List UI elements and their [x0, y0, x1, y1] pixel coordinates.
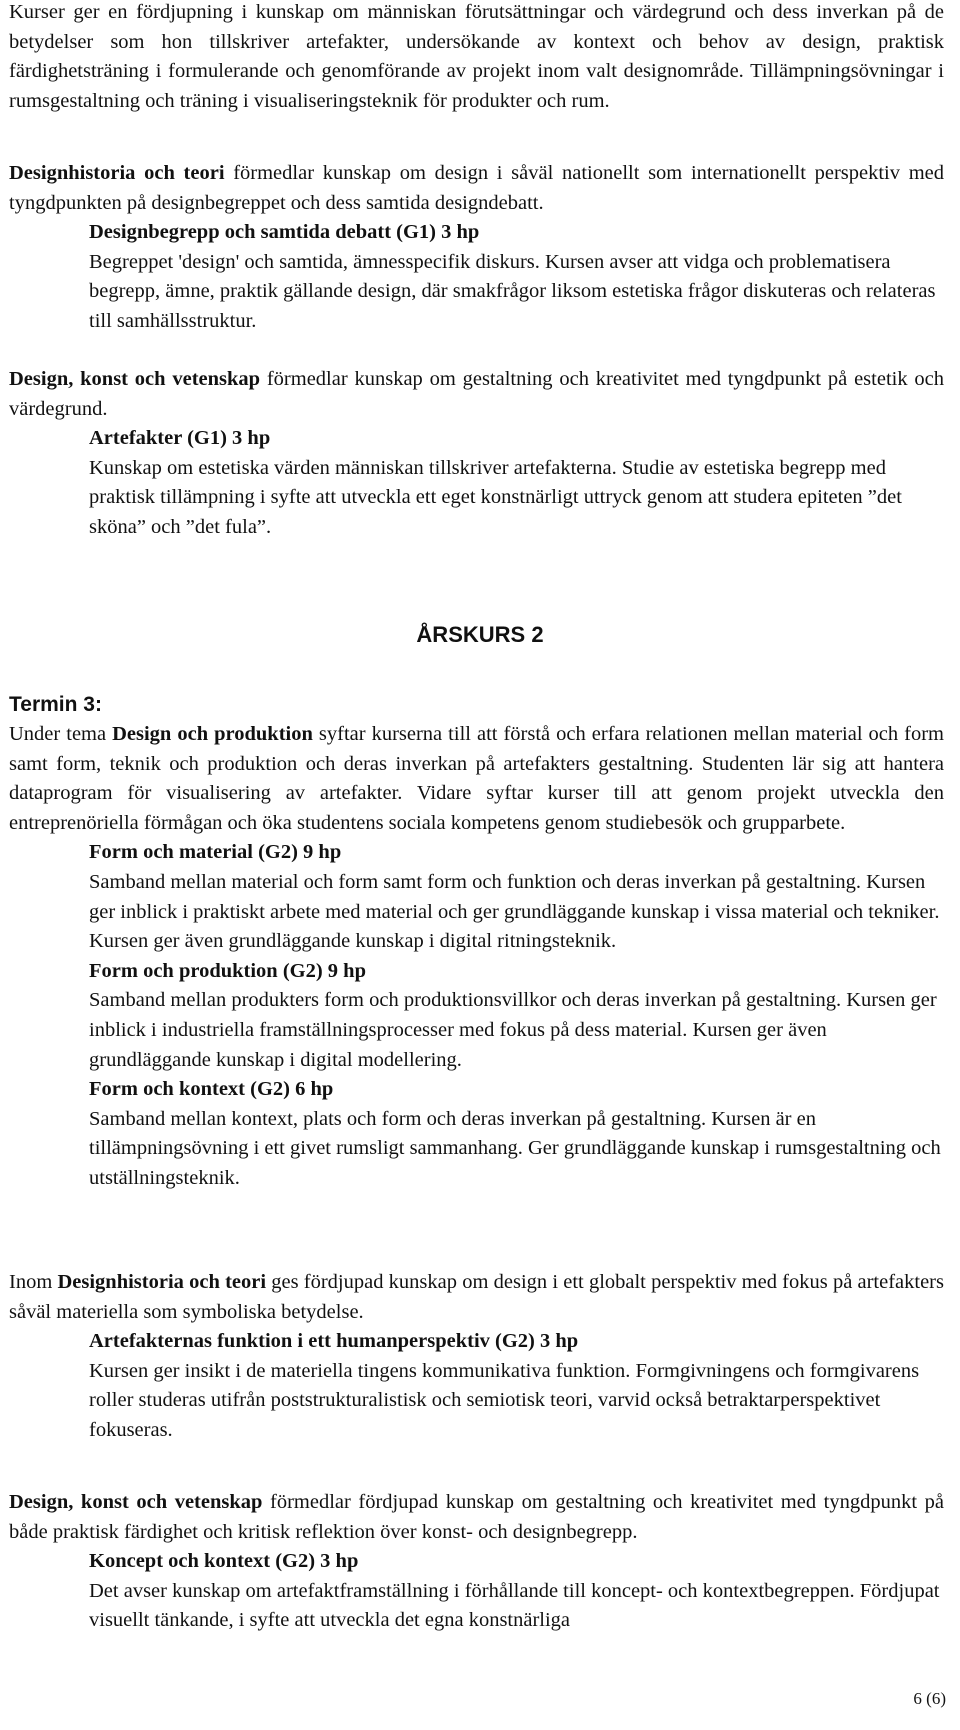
section-lead-paragraph — [9, 159, 944, 218]
course-entry — [9, 218, 944, 336]
term3-intro-after: syftar kurserna till att förstå och erfara relationen mellan material och form samt form, teknik och produktion och deras inverkan på artefakters gestaltning. Studenten lär sig att hantera dataprogram för visualisering av artefakter. Vidare syftar kurser till att genom projekt utveckla den entreprenöriella förmågan och öka studentens sociala kompetens genom studiebesök och grupparbete. — [9, 723, 944, 834]
year-heading: ÅRSKURS 2 — [416, 622, 544, 647]
section-lead-before: Inom — [9, 1271, 58, 1293]
course-entry — [9, 424, 944, 542]
section-lead-paragraph — [9, 1488, 944, 1547]
course-entry — [9, 957, 944, 1075]
section-designhistoria-fordjupad — [9, 1268, 944, 1446]
section-lead-bold: Designhistoria och teori — [9, 162, 225, 184]
course-entry — [9, 1327, 944, 1445]
course-title: Artefakternas funktion i ett humanperspektiv (G2) 3 hp — [89, 1330, 579, 1353]
term-heading: Termin 3: — [9, 693, 102, 716]
course-entry — [9, 1075, 944, 1193]
term3-intro-bold: Design och produktion — [112, 723, 313, 745]
intro-paragraph: Kurser ger en fördjupning i kunskap om människan förutsättningar och värdegrund och dess inverkan på de betydelser som hon tillskriver artefakter, undersökande av kontext och behov av design, praktisk färdighetsträning i formulerande och genomförande av projekt inom valt designområde. Tillämpningsövningar i rumsgestaltning och träning i visualiseringsteknik för produkter och rum. — [9, 1, 944, 112]
section-designhistoria — [9, 159, 944, 337]
term3-section — [9, 720, 944, 1194]
course-description: Samband mellan kontext, plats och form och deras inverkan på gestaltning. Kursen är en tillämpningsövning i ett givet rumsligt sammanhang. Ger grundläggande kunskap i rumsgestaltning och utställningsteknik. — [89, 1107, 941, 1189]
course-title: Koncept och kontext (G2) 3 hp — [89, 1550, 359, 1573]
course-description: Kursen ger insikt i de materiella tingens kommunikativa funktion. Formgivningens och formgivarens roller studeras utifrån poststrukturalistisk och semiotisk teori, varvid också betraktarperspektivet fokuseras. — [89, 1359, 920, 1441]
course-description: Samband mellan produkters form och produktionsvillkor och deras inverkan på gestaltning. Kursen ger inblick i industriella framställningsprocesser med fokus på dess material. Kursen ger även grundläggande kunskap i digital modellering. — [89, 989, 937, 1071]
section-lead-bold: Design, konst och vetenskap — [9, 1491, 263, 1513]
section-lead-bold: Design, konst och vetenskap — [9, 368, 261, 390]
section-design-konst-vetenskap — [9, 365, 944, 543]
course-title: Form och material (G2) 9 hp — [89, 841, 342, 864]
term3-intro-paragraph — [9, 720, 944, 838]
course-description: Det avser kunskap om artefaktframställning i förhållande till koncept- och kontextbegreppen. Fördjupat visuellt tänkande, i syfte att utveckla det egna konstnärliga — [89, 1579, 940, 1632]
course-entry — [9, 838, 944, 956]
course-entry — [9, 1547, 944, 1636]
course-description: Samband mellan material och form samt form och funktion och deras inverkan på gestaltning. Kursen ger inblick i praktiskt arbete med material och ger grundläggande kunskap i vissa material och tekniker. Kursen ger även grundläggande kunskap i digital ritningsteknik. — [89, 870, 940, 953]
course-title: Form och produktion (G2) 9 hp — [89, 959, 366, 982]
section-lead-text: förmedlar fördjupad kunskap om gestaltning och kreativitet med tyngdpunkt på både praktisk färdighet och kritisk reflektion över konst- och designbegrepp. — [9, 1491, 944, 1543]
section-lead-paragraph — [9, 365, 944, 424]
intro-section — [9, 0, 944, 116]
page-number: 6 (6) — [913, 1689, 946, 1708]
course-description: Kunskap om estetiska värden människan tillskriver artefakterna. Studie av estetiska begrepp med praktisk tillämpning i syfte att utveckla ett eget konstnärligt uttryck genom att studera epiteten ”det sköna” och ”det fula”. — [89, 456, 902, 538]
course-title: Form och kontext (G2) 6 hp — [89, 1078, 334, 1101]
course-title: Artefakter (G1) 3 hp — [89, 427, 271, 450]
course-description: Begreppet 'design' och samtida, ämnesspecifik diskurs. Kursen avser att vidga och problematisera begrepp, ämne, praktik gällande design, där smakfrågor liksom estetiska frågor diskuteras och relateras till samhällsstruktur. — [89, 250, 936, 332]
course-title: Designbegrepp och samtida debatt (G1) 3 hp — [89, 221, 480, 244]
section-lead-paragraph — [9, 1268, 944, 1327]
term3-intro-before: Under tema — [9, 723, 113, 745]
section-lead-text: förmedlar kunskap om gestaltning och kreativitet med tyngdpunkt på estetik och värdegrund. — [9, 368, 944, 420]
section-lead-bold: Designhistoria och teori — [57, 1271, 267, 1293]
section-design-konst-vetenskap-fordjupad — [9, 1488, 944, 1636]
section-lead-text: ges fördjupad kunskap om design i ett globalt perspektiv med fokus på artefakters såväl materiella som symboliska betydelse. — [9, 1271, 944, 1323]
section-lead-text: förmedlar kunskap om design i såväl nationellt som internationellt perspektiv med tyngdpunkten på designbegreppet och dess samtida designdebatt. — [9, 162, 944, 214]
